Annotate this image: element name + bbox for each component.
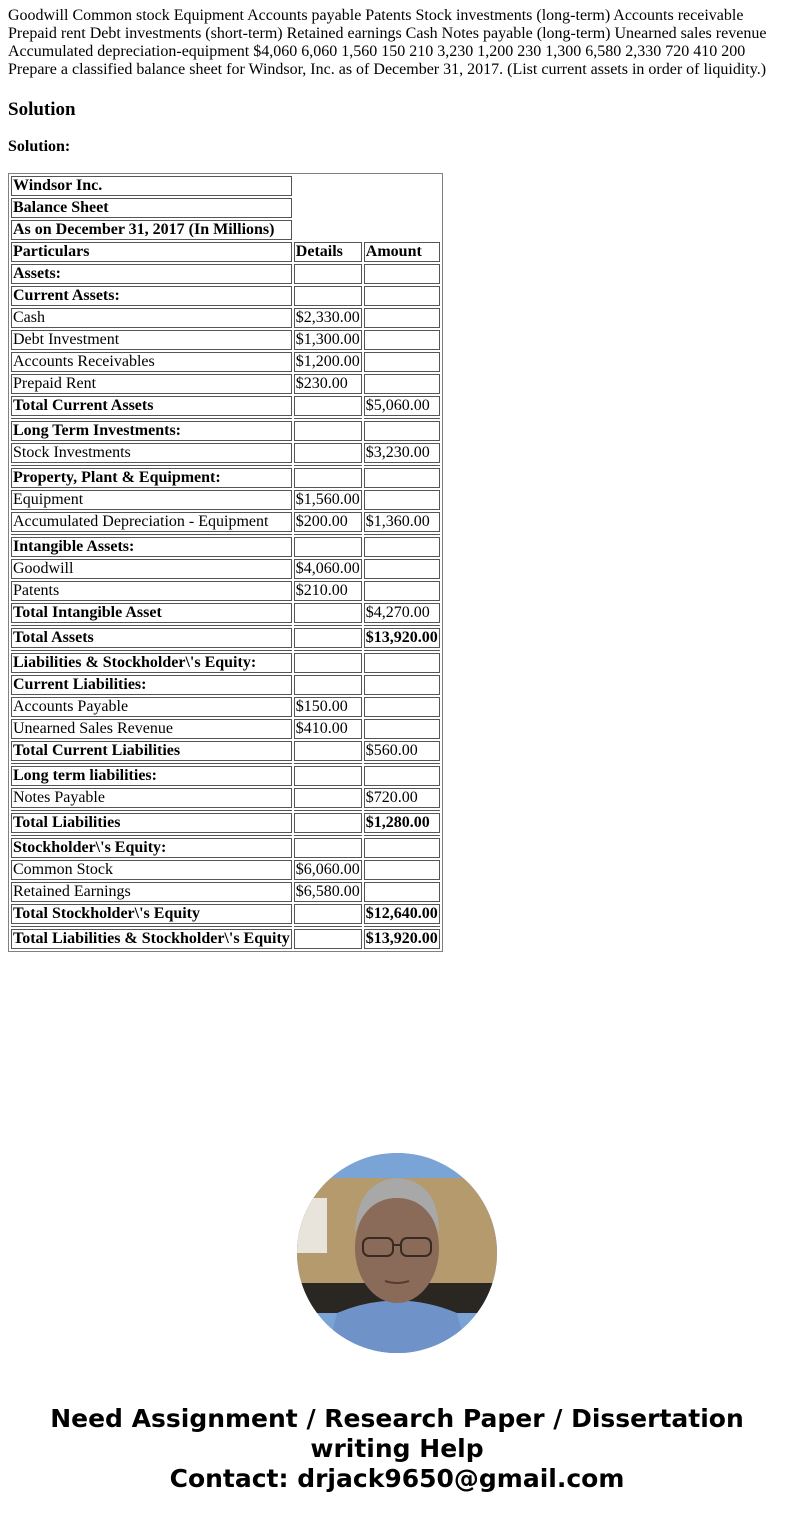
section-divider <box>11 625 440 626</box>
section-divider <box>11 650 440 651</box>
table-row <box>11 788 440 808</box>
row-amount <box>364 286 440 306</box>
row-details <box>294 813 362 833</box>
section-divider <box>11 810 440 811</box>
row-amount: $1,280.00 <box>364 813 440 833</box>
row-amount: $5,060.00 <box>364 396 440 416</box>
promo-line-1: Need Assignment / Research Paper / Dissertation <box>50 1404 744 1433</box>
row-label: Long term liabilities: <box>11 766 292 786</box>
row-details: $4,060.00 <box>295 560 360 577</box>
table-row <box>11 374 440 394</box>
row-label: Total Liabilities & Stockholder\'s Equity <box>13 930 290 947</box>
row-label: Stockholder\'s Equity: <box>11 838 292 858</box>
table-row <box>11 603 440 623</box>
promo-line-2: writing Help <box>310 1434 484 1463</box>
row-details <box>294 653 362 673</box>
table-row <box>11 838 440 858</box>
row-details <box>294 788 362 808</box>
row-amount <box>364 653 440 673</box>
table-row <box>11 581 440 601</box>
row-label: Prepaid Rent <box>11 374 292 394</box>
row-amount <box>364 581 440 601</box>
portrait-image <box>297 1153 497 1353</box>
row-details: $2,330.00 <box>295 309 360 326</box>
table-row <box>11 675 440 695</box>
row-details <box>294 628 362 648</box>
solution-heading: Solution <box>8 99 76 120</box>
table-row <box>11 537 440 557</box>
sheet-title: Balance Sheet <box>11 198 292 218</box>
row-label: Total Intangible Asset <box>11 603 292 623</box>
row-label: Cash <box>11 308 292 328</box>
row-amount <box>364 374 440 394</box>
header-row <box>11 242 440 262</box>
header-details: Details <box>294 242 362 262</box>
row-details <box>294 675 362 695</box>
row-amount: $720.00 <box>364 788 440 808</box>
row-details <box>294 741 362 761</box>
section-divider <box>11 926 440 927</box>
section-divider <box>11 835 440 836</box>
table-row <box>11 653 440 673</box>
table-row <box>11 628 440 648</box>
promo-banner <box>0 1404 794 1494</box>
row-label: Assets: <box>11 264 292 284</box>
title-row <box>11 198 440 218</box>
row-details <box>294 286 362 306</box>
row-label: Notes Payable <box>11 788 292 808</box>
header-particulars: Particulars <box>11 242 292 262</box>
table-row <box>11 468 440 488</box>
row-amount: $1,360.00 <box>364 512 440 532</box>
row-amount <box>364 766 440 786</box>
row-label: Total Stockholder\'s Equity <box>11 904 292 924</box>
row-label: Current Liabilities: <box>11 675 292 695</box>
row-label: Long Term Investments: <box>11 421 292 441</box>
row-label: Property, Plant & Equipment: <box>11 468 292 488</box>
row-details: $200.00 <box>294 512 362 532</box>
row-amount <box>364 882 440 902</box>
table-row <box>11 443 440 463</box>
row-label: Retained Earnings <box>11 882 292 902</box>
table-row <box>11 813 440 833</box>
row-label: Liabilities & Stockholder\'s Equity: <box>11 653 292 673</box>
table-row <box>11 860 440 880</box>
row-label: Goodwill <box>11 559 292 579</box>
row-amount: $13,920.00 <box>365 629 438 646</box>
section-divider <box>11 465 440 466</box>
row-label: Total Assets <box>11 628 292 648</box>
table-row <box>11 286 440 306</box>
row-amount <box>364 421 440 441</box>
row-amount <box>364 697 440 717</box>
row-amount <box>364 264 440 284</box>
row-details: $150.00 <box>294 697 362 717</box>
row-details <box>294 603 362 623</box>
row-amount <box>364 675 440 695</box>
table-row <box>11 490 440 510</box>
row-label: Patents <box>11 581 292 601</box>
row-details: $230.00 <box>294 374 362 394</box>
row-details: $410.00 <box>294 719 362 739</box>
row-amount: $13,920.00 <box>365 930 438 947</box>
row-label: Accounts Receivables <box>11 352 292 372</box>
row-details <box>294 264 362 284</box>
row-amount <box>364 860 440 880</box>
section-divider <box>11 534 440 535</box>
row-details <box>294 929 362 949</box>
row-amount <box>364 537 440 557</box>
table-row <box>11 396 440 416</box>
row-amount <box>364 330 440 350</box>
table-row <box>11 352 440 372</box>
row-amount <box>364 559 440 579</box>
row-amount <box>364 468 440 488</box>
row-label: Total Current Assets <box>11 396 292 416</box>
row-details <box>294 766 362 786</box>
header-amount: Amount <box>364 242 440 262</box>
row-label: Current Assets: <box>11 286 292 306</box>
row-label: Stock Investments <box>11 443 292 463</box>
row-amount: $560.00 <box>364 741 440 761</box>
row-label: Accounts Payable <box>11 697 292 717</box>
row-details: $210.00 <box>294 581 362 601</box>
table-row <box>11 741 440 761</box>
row-details <box>294 396 362 416</box>
row-details: $1,560.00 <box>295 491 360 508</box>
table-row <box>11 308 440 328</box>
table-row <box>11 559 440 579</box>
row-label: Accumulated Depreciation - Equipment <box>11 512 292 532</box>
company-row <box>11 176 440 196</box>
row-details: $1,200.00 <box>295 353 360 370</box>
row-amount <box>364 490 440 510</box>
promo-contact: Contact: drjack9650@gmail.com <box>169 1464 625 1493</box>
row-details: $1,300.00 <box>295 331 360 348</box>
row-label: Unearned Sales Revenue <box>11 719 292 739</box>
row-details <box>294 838 362 858</box>
sheet-date: As on December 31, 2017 (In Millions) <box>11 220 292 240</box>
row-label: Intangible Assets: <box>11 537 292 557</box>
row-details <box>294 537 362 557</box>
row-amount: $12,640.00 <box>365 905 438 922</box>
row-label: Equipment <box>11 490 292 510</box>
date-row <box>11 220 440 240</box>
row-details: $6,580.00 <box>295 883 360 900</box>
row-amount <box>364 308 440 328</box>
table-row <box>11 330 440 350</box>
section-divider <box>11 418 440 419</box>
row-details <box>294 421 362 441</box>
row-amount: $4,270.00 <box>364 603 440 623</box>
row-details: $6,060.00 <box>295 861 360 878</box>
table-row <box>11 264 440 284</box>
row-details <box>294 904 362 924</box>
question-text: Goodwill Common stock Equipment Accounts payable Patents Stock investments (long-term) Accounts receivable Prepaid rent Debt investments (short-term) Retained earnings Cash Notes payable (long-term) Unearned sales revenue Accumulated depreciation-equipment $4,060 6,060 1,560 150 210 3,230 1,200 230 1,300 6,580 2,330 720 410 200 Prepare a classified balance sheet for Windsor, Inc. as of December 31, 2017. (List current assets in order of liquidity.) <box>8 7 767 78</box>
row-label: Total Current Liabilities <box>11 741 292 761</box>
row-amount: $3,230.00 <box>364 443 440 463</box>
row-label: Common Stock <box>11 860 292 880</box>
row-amount <box>364 352 440 372</box>
table-row <box>11 929 440 949</box>
solution-label: Solution: <box>8 138 71 155</box>
table-row <box>11 766 440 786</box>
row-label: Total Liabilities <box>11 813 292 833</box>
balance-sheet-body <box>11 264 440 949</box>
row-amount <box>364 719 440 739</box>
table-row <box>11 719 440 739</box>
section-divider <box>11 763 440 764</box>
row-details <box>294 468 362 488</box>
table-row <box>11 512 440 532</box>
table-row <box>11 904 440 924</box>
row-amount <box>364 838 440 858</box>
tutor-avatar <box>297 1153 497 1353</box>
company-name: Windsor Inc. <box>11 176 292 196</box>
balance-sheet-table <box>8 173 443 952</box>
table-row <box>11 421 440 441</box>
row-details <box>294 443 362 463</box>
table-row <box>11 882 440 902</box>
table-row <box>11 697 440 717</box>
row-label: Debt Investment <box>11 330 292 350</box>
